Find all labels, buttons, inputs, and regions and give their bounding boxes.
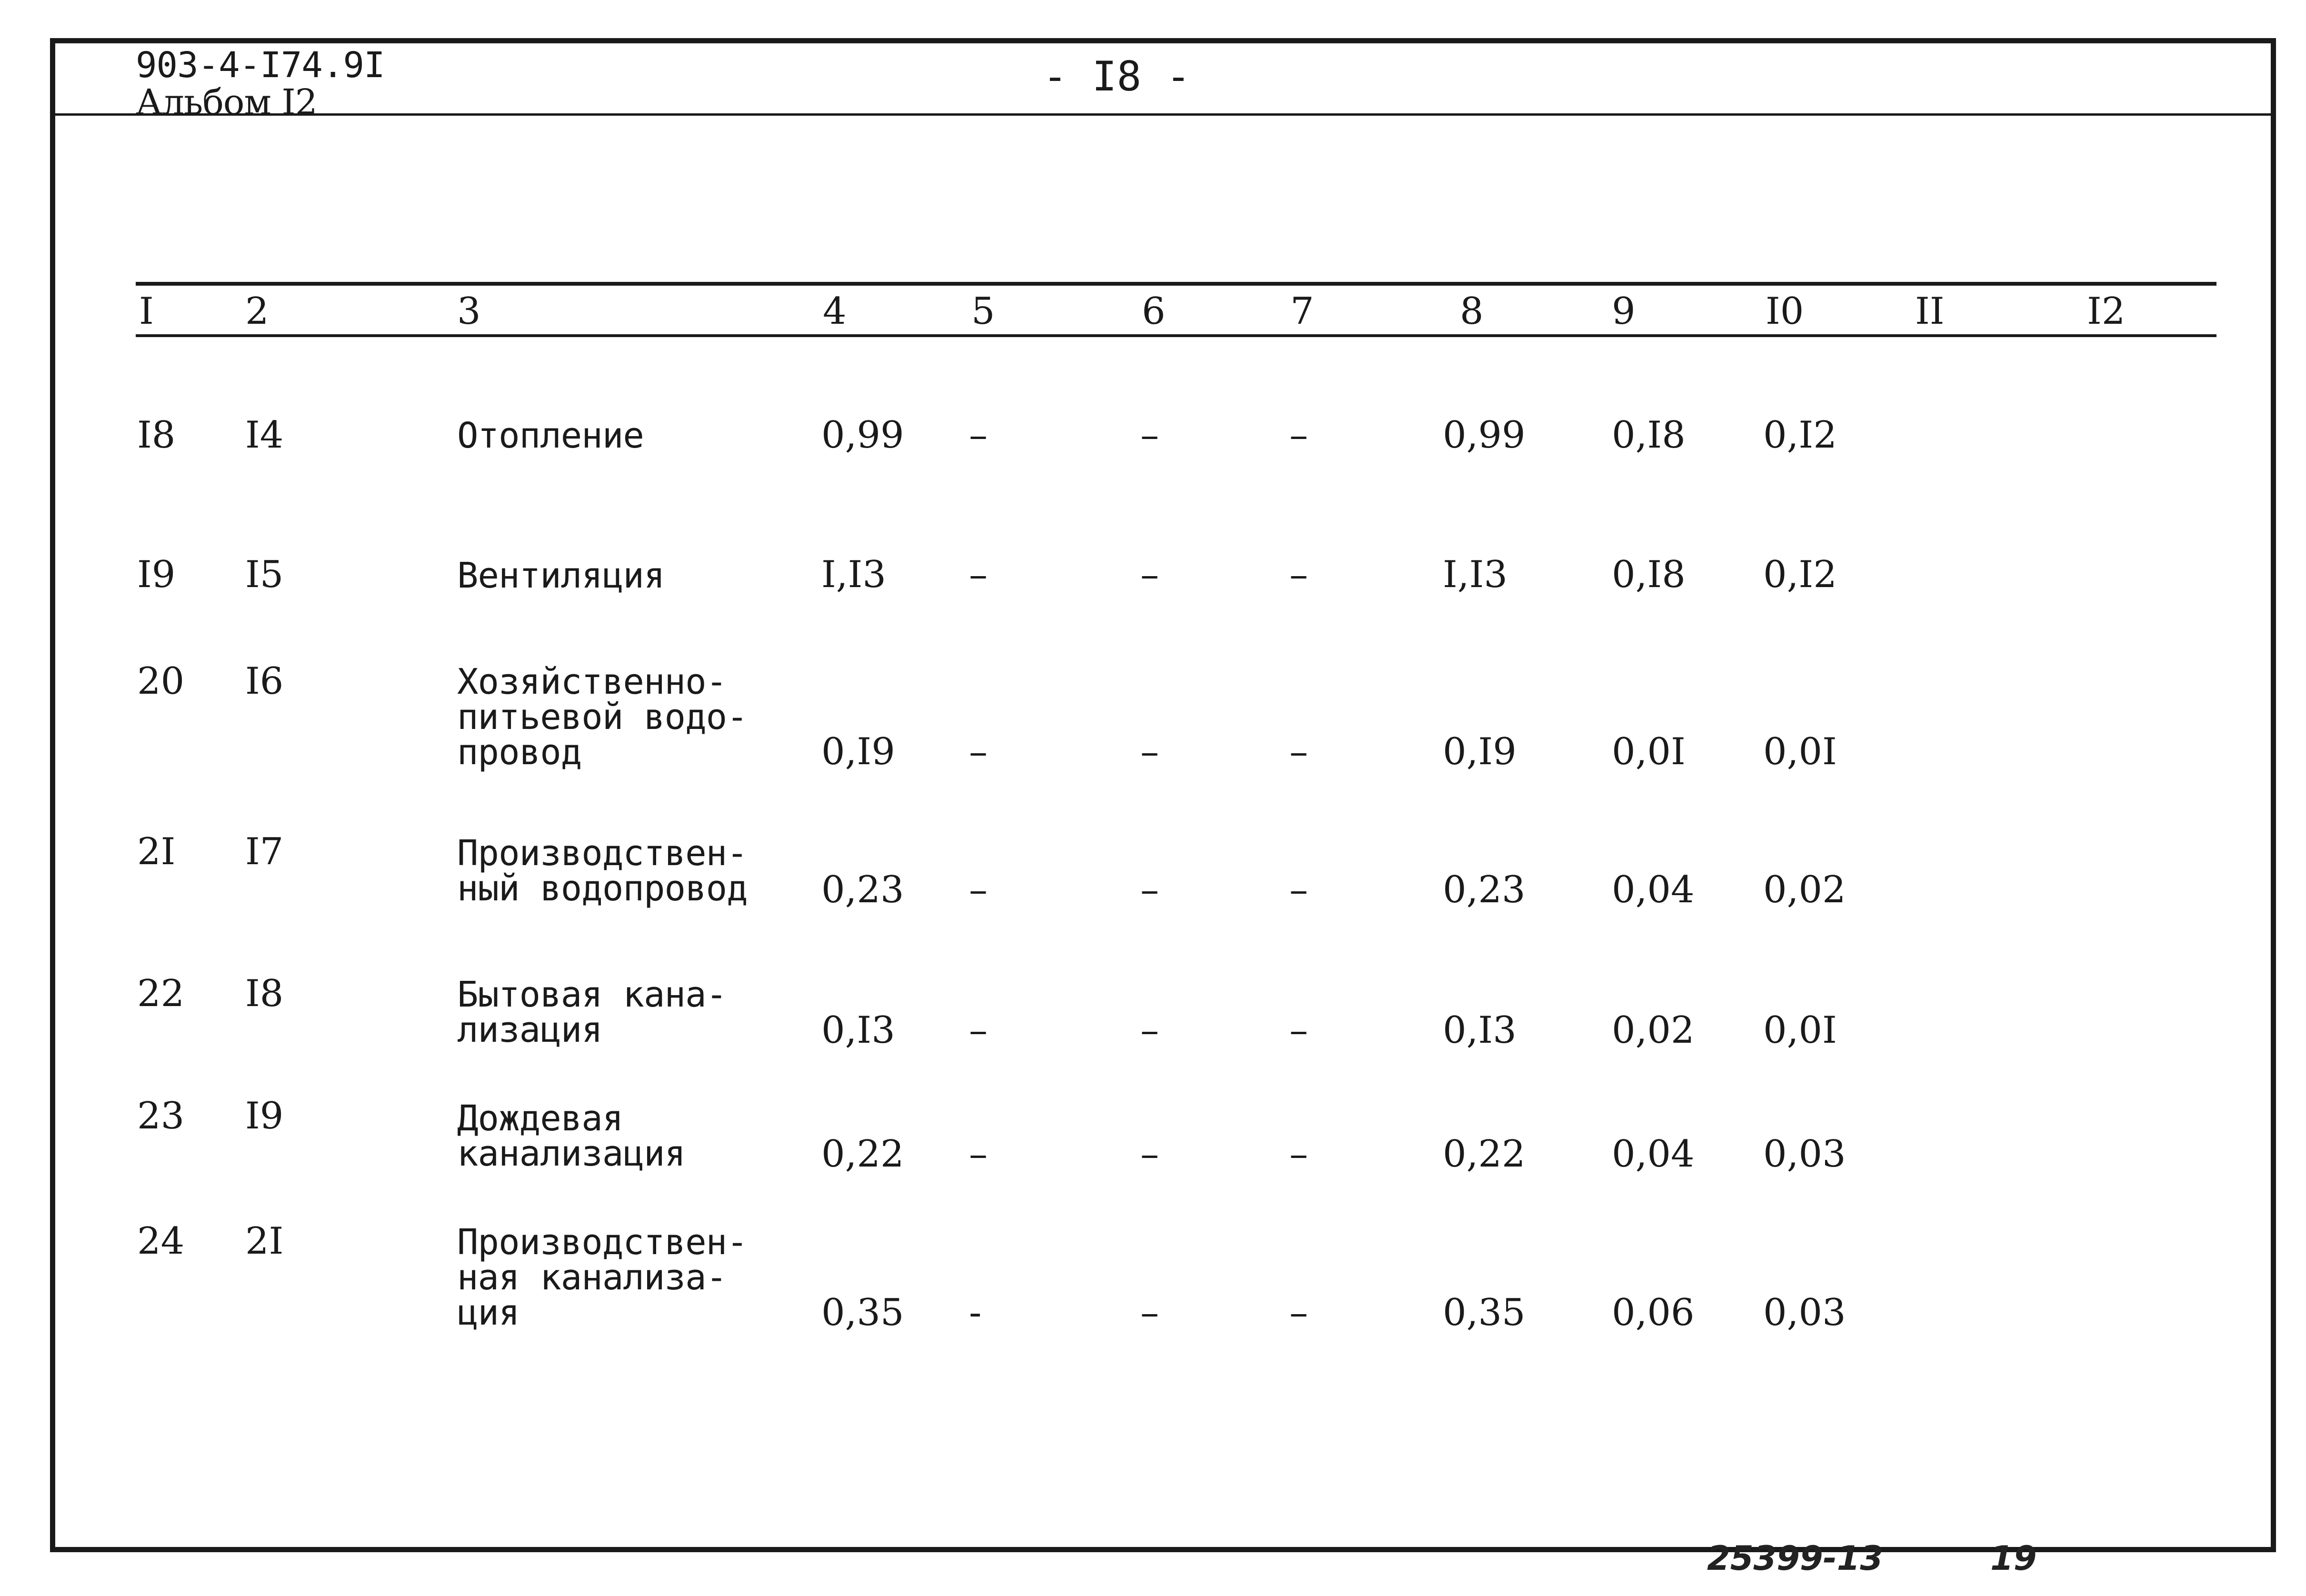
row-4-col-7: –: [1289, 868, 1308, 911]
row-5-col-8: 0,I3: [1443, 1009, 1517, 1052]
row-7-col-6: –: [1140, 1291, 1159, 1334]
row-6-col-4: 0,22: [821, 1133, 904, 1176]
column-header-4: 4: [823, 290, 847, 333]
row-6-col-8: 0,22: [1443, 1133, 1526, 1176]
row-1-col-2: I4: [245, 414, 284, 457]
row-3-col-5: –: [969, 730, 988, 773]
column-header-1: I: [139, 290, 154, 333]
row-1-col-10: 0,I2: [1763, 414, 1837, 457]
column-header-12: I2: [2087, 290, 2126, 333]
row-7-col-2: 2I: [245, 1220, 284, 1263]
row-5-col-1: 22: [137, 972, 185, 1015]
row-5-col-9: 0,02: [1612, 1009, 1695, 1052]
row-6-col-5: –: [969, 1133, 988, 1176]
row-1-col-5: –: [969, 414, 988, 457]
row-6-col-2: I9: [245, 1095, 284, 1137]
row-5-col-6: –: [1140, 1009, 1159, 1052]
row-5-col-5: –: [969, 1009, 988, 1052]
row-3-col-1: 20: [137, 660, 185, 703]
row-6-col-6: –: [1140, 1133, 1159, 1176]
row-7-col-9: 0,06: [1612, 1291, 1695, 1334]
column-header-6: 6: [1142, 290, 1166, 333]
row-7-col-8: 0,35: [1443, 1291, 1526, 1334]
row-2-col-10: 0,I2: [1763, 553, 1837, 596]
row-4-col-10: 0,02: [1763, 868, 1846, 911]
row-3-col-3: Хозяйственно- питьевой водо- провод: [457, 661, 748, 773]
row-4-col-1: 2I: [137, 830, 176, 873]
row-2-col-1: I9: [137, 553, 176, 596]
header-rule: [50, 113, 2276, 116]
row-1-col-7: –: [1289, 414, 1308, 457]
column-header-2: 2: [245, 290, 269, 333]
row-7-col-5: -: [969, 1291, 982, 1334]
row-7-col-1: 24: [137, 1220, 185, 1263]
row-1-col-4: 0,99: [821, 414, 904, 457]
table-header-rule: [136, 334, 2216, 337]
document-code: 903-4-I74.9I: [136, 45, 385, 86]
sheet-number: 19: [1990, 1539, 2037, 1578]
row-6-col-3: Дождевая канализация: [457, 1098, 686, 1174]
archive-stamp-number: 25399-13: [1707, 1539, 1883, 1578]
row-5-col-10: 0,0I: [1763, 1009, 1837, 1052]
page-frame: [50, 38, 2276, 1552]
row-4-col-6: –: [1140, 868, 1159, 911]
row-4-col-5: –: [969, 868, 988, 911]
row-3-col-4: 0,I9: [821, 730, 895, 773]
row-2-col-3: Вентиляция: [457, 555, 665, 596]
column-header-5: 5: [971, 290, 995, 333]
row-4-col-4: 0,23: [821, 868, 904, 911]
row-2-col-4: I,I3: [821, 553, 887, 596]
row-2-col-8: I,I3: [1443, 553, 1508, 596]
row-5-col-7: –: [1289, 1009, 1308, 1052]
column-header-9: 9: [1612, 290, 1636, 333]
row-3-col-10: 0,0I: [1763, 730, 1837, 773]
column-header-11: II: [1915, 290, 1945, 333]
row-7-col-7: –: [1289, 1291, 1308, 1334]
row-5-col-2: I8: [245, 972, 284, 1015]
row-4-col-2: I7: [245, 830, 284, 873]
row-4-col-3: Производствен- ный водопровод: [457, 833, 748, 909]
row-2-col-6: –: [1140, 553, 1159, 596]
row-6-col-7: –: [1289, 1133, 1308, 1176]
row-1-col-8: 0,99: [1443, 414, 1526, 457]
row-1-col-3: Отопление: [457, 415, 644, 456]
row-2-col-9: 0,I8: [1612, 553, 1686, 596]
row-5-col-3: Бытовая кана- лизация: [457, 974, 727, 1050]
table-top-rule: [136, 282, 2216, 286]
row-3-col-2: I6: [245, 660, 284, 703]
row-2-col-5: –: [969, 553, 988, 596]
row-4-col-8: 0,23: [1443, 868, 1526, 911]
column-header-10: I0: [1766, 290, 1804, 333]
album-label: Альбом I2: [136, 82, 317, 123]
row-3-col-8: 0,I9: [1443, 730, 1517, 773]
row-1-col-6: –: [1140, 414, 1159, 457]
row-6-col-9: 0,04: [1612, 1133, 1695, 1176]
column-header-3: 3: [457, 290, 481, 333]
row-6-col-1: 23: [137, 1095, 185, 1137]
row-1-col-1: I8: [137, 414, 176, 457]
row-2-col-7: –: [1289, 553, 1308, 596]
page-number: - I8 -: [1043, 53, 1191, 100]
column-header-7: 7: [1290, 290, 1314, 333]
row-1-col-9: 0,I8: [1612, 414, 1686, 457]
column-header-8: 8: [1460, 290, 1484, 333]
row-7-col-4: 0,35: [821, 1291, 904, 1334]
row-3-col-9: 0,0I: [1612, 730, 1686, 773]
row-2-col-2: I5: [245, 553, 284, 596]
row-7-col-10: 0,03: [1763, 1291, 1846, 1334]
row-6-col-10: 0,03: [1763, 1133, 1846, 1176]
row-5-col-4: 0,I3: [821, 1009, 895, 1052]
row-4-col-9: 0,04: [1612, 868, 1695, 911]
row-7-col-3: Производствен- ная канализа- ция: [457, 1222, 748, 1333]
row-3-col-7: –: [1289, 730, 1308, 773]
row-3-col-6: –: [1140, 730, 1159, 773]
